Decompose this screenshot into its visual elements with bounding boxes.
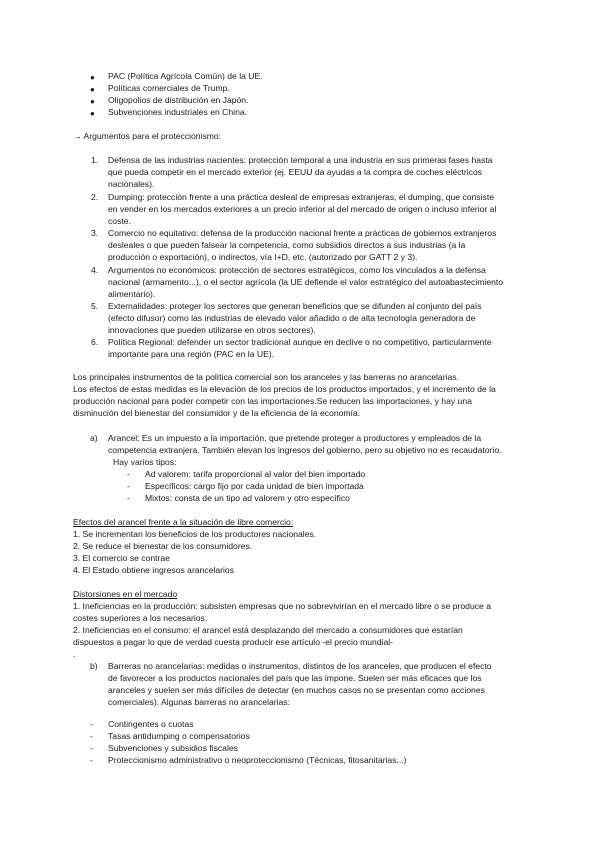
list-number: 4. <box>91 265 99 275</box>
barriers-line: comerciales). Algunas barreras no arancelarias: <box>108 697 290 707</box>
dash-marker: - <box>90 731 93 741</box>
barrier-item: Contingentes o cuotas <box>108 719 194 729</box>
dash-marker: - <box>90 719 93 729</box>
effects-heading: Efectos del arancel frente a la situación de libre comercio: <box>73 517 294 527</box>
argument-line: Comercio no equitativo: defensa de la producción nacional frente a prácticas de gobiernos extranjeros <box>108 228 497 238</box>
argument-line: alimentario). <box>108 289 156 299</box>
argument-line: nacional (armamento...), o el sector agrícola (la UE defiende el valor estratégico del autoabastecimiento <box>108 277 504 287</box>
argument-line: que pueda competir en el mercado exterior (ej. EEUU da ayudas a la compra de coches eléctricos <box>108 167 483 177</box>
dash-marker: - <box>127 493 130 503</box>
bullet-dot: ● <box>90 73 95 82</box>
paragraph-line: Los principales instrumentos de la política comercial son los aranceles y las barreras no arancelarias. <box>73 372 459 382</box>
intro-bullet: Subvenciones industriales en China. <box>108 107 248 117</box>
argument-line: producción o exportación), o indirectos, vía I+D, etc. (autorizado por GATT 2 y 3). <box>108 252 418 262</box>
dash-marker: - <box>90 755 93 765</box>
bullet-dot: ● <box>90 109 95 118</box>
argument-line: Defensa de las industrias nacientes: protección temporal a una industria en sus primeras fases hasta <box>108 155 493 165</box>
arancel-line: competencia extranjera. También elevan los ingresos del gobierno, pero su objetivo no es recaudatorio. <box>108 445 502 455</box>
distortion-line: . <box>73 649 76 659</box>
intro-bullet: PAC (Política Agrícola Común) de la UE. <box>108 71 263 81</box>
list-number: 5. <box>91 301 99 311</box>
tariff-type: Ad valorem: tarifa proporcional al valor del bien importado <box>145 469 366 479</box>
argument-line: Dumping: protección frente a una práctica desleal de empresas extranjeras, el dumping, que consiste <box>108 192 494 202</box>
argument-line: Externalidades: proteger los sectores que generan beneficios que se difunden al conjunto del país <box>108 301 482 311</box>
argument-line: nacionales). <box>108 179 155 189</box>
effect-item: 1. Se incrementan los beneficios de los productores nacionales. <box>73 529 317 539</box>
argument-line: innovaciones que pueden utilizarse en otros sectores). <box>108 325 316 335</box>
argument-line: Política Regional: defender un sector tradicional aunque en declive o no competitivo, particularmente <box>108 337 492 347</box>
argument-line: importante para una región (PAC en la UE). <box>108 349 275 359</box>
distortion-line: costes superiores a los necesarios. <box>73 613 208 623</box>
bullet-dot: ● <box>90 85 95 94</box>
argument-line: coste. <box>108 216 131 226</box>
barriers-line: aranceles y suelen ser más difíciles de detectar (en muchos casos no se presentan como acciones <box>108 685 485 695</box>
list-marker: a) <box>90 433 98 443</box>
argument-line: desleales o que pueden falsear la competencia, como subsidios directos a sus industrias (a la <box>108 240 466 250</box>
argument-line: (efecto difusor) como las industrias de elevado valor añadido o de alta tecnología generadora de <box>108 313 476 323</box>
distortion-line: 1. Ineficiencias en la producción: subsisten empresas que no sobrevivirían en el mercado libre o se produce a <box>73 601 491 611</box>
effect-item: 4. El Estado obtiene ingresos arancelarios <box>73 565 234 575</box>
distortion-line: 2. Ineficiencias en el consumo: el arancel está desplazando del mercado a consumidores que estarían <box>73 625 463 635</box>
barrier-item: Subvenciones y subsidios fiscales <box>108 743 238 753</box>
list-marker: b) <box>90 661 98 671</box>
intro-bullet: Oligopolios de distribución en Japón. <box>108 95 249 105</box>
distortions-heading: Distorsiones en el mercado <box>73 589 178 599</box>
argument-line: Argumentos no económicos: protección de sectores estratégicos, como los vinculados a la defensa <box>108 265 486 275</box>
arancel-line: Hay varios tipos: <box>113 457 177 467</box>
paragraph-line: producción nacional para poder competir con las importaciones.Se reducen las importaciones, y hay una <box>73 396 472 406</box>
list-number: 1. <box>91 155 99 165</box>
barrier-item: Proteccionismo administrativo o neoproteccionismo (Técnicas, fitosanitarias...) <box>108 755 407 765</box>
dash-marker: - <box>127 469 130 479</box>
arancel-line: Arancel: Es un impuesto a la importación, que pretende proteger a productores y empleados de la <box>108 433 482 443</box>
barrier-item: Tasas antidumping o compensatorios <box>108 731 250 741</box>
bullet-dot: ● <box>90 97 95 106</box>
list-number: 3. <box>91 228 99 238</box>
arguments-heading: → Argumentos para el proteccionismo: <box>73 131 222 141</box>
argument-line: en vender en los mercados exteriores a un precio inferior al del mercado de origen o incluso inferior al <box>108 204 497 214</box>
tariff-type: Mixtos: consta de un tipo ad valorem y otro específico <box>145 493 350 503</box>
barriers-line: Barreras no arancelarias: medidas o instrumentos, distintos de los aranceles, que producen el efecto <box>108 661 492 671</box>
distortion-line: dispuestos a pagar lo que de verdad cuesta producir ese artículo -el precio mundial- <box>73 637 394 647</box>
paragraph-line: Los efectos de estas medidas es la elevación de los precios de los productos importados, y el incremento de la <box>73 384 496 394</box>
list-number: 6. <box>91 337 99 347</box>
barriers-line: de favorecer a los productos nacionales del país que las impone. Suelen ser más eficaces que los <box>108 673 482 683</box>
paragraph-line: disminución del bienestar del consumidor y de la eficiencia de la economía. <box>73 408 361 418</box>
dash-marker: - <box>127 481 130 491</box>
dash-marker: - <box>90 743 93 753</box>
effect-item: 3. El comercio se contrae <box>73 553 170 563</box>
list-number: 2. <box>91 192 99 202</box>
effect-item: 2. Se reduce el bienestar de los consumidores. <box>73 541 253 551</box>
intro-bullet: Políticas comerciales de Trump. <box>108 83 230 93</box>
tariff-type: Específicos: cargo fijo por cada unidad de bien importada <box>145 481 364 491</box>
